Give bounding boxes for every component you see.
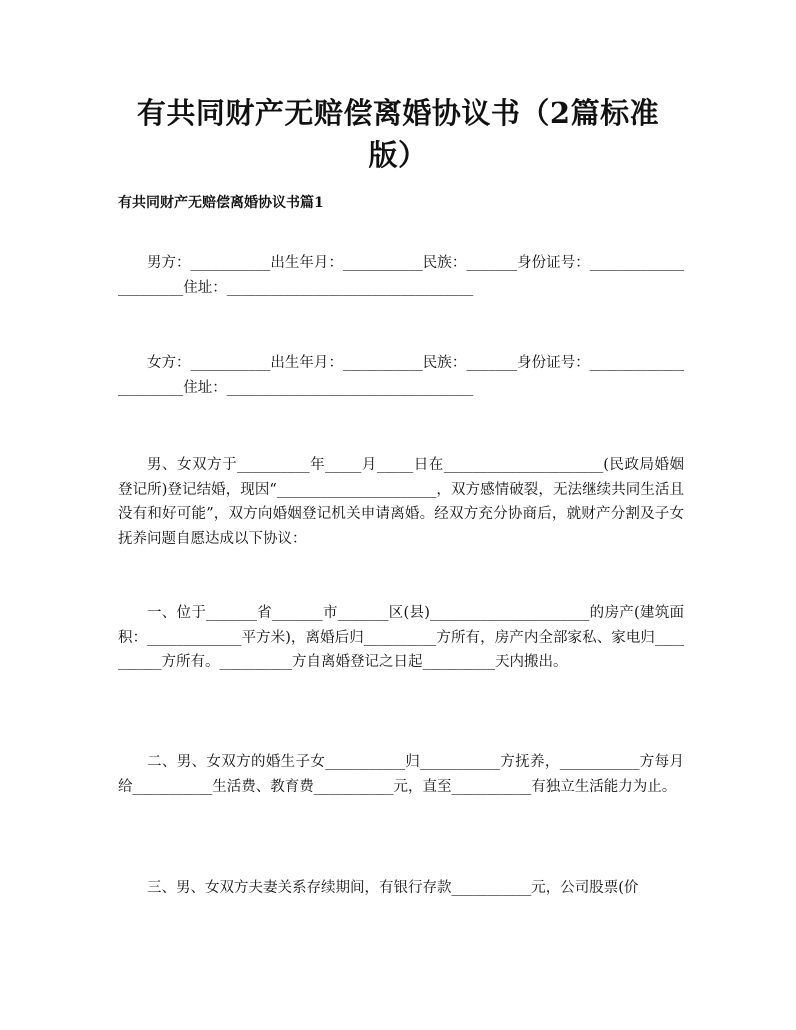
paragraph-clause-1-property: 一、位于_______省_______市_______区(县)______________________的房产(建筑面积：_____________平方米)，离婚后归__________方所有，房产内全部家私、家电归__________方所有。__________方自离婚登记之日起__________天内搬出。 <box>118 605 684 670</box>
document-title: 有共同财产无赔偿离婚协议书（2篇标准版） <box>136 96 660 172</box>
paragraph-clause-3-savings: 三、男、女双方夫妻关系存续期间，有银行存款___________元，公司股票(价 <box>147 880 639 896</box>
section-heading: 有共同财产无赔偿离婚协议书篇1 <box>118 195 324 211</box>
paragraph-female-party: 女方：___________出生年月：___________民族：_______身份证号：______________________住址：__________________________________ <box>118 355 684 396</box>
paragraph-male-party: 男方：___________出生年月：___________民族：_______身份证号：______________________住址：__________________________________ <box>118 255 684 296</box>
paragraph-clause-2-children: 二、男、女双方的婚生子女___________归___________方抚养，___________方每月给___________生活费、教育费___________元，直至___________有独立生活能力为止。 <box>118 754 684 795</box>
paragraph-marriage-info: 男、女双方于__________年_____月_____日在______________________(民政局婚姻登记所)登记结婚，现因“______________________，双方感情破裂，无法继续共同生活且没有和好可能”，双方向婚姻登记机关申请离婚。经双方充分协商后，就财产分割及子女抚养问题自愿达成以下协议： <box>118 457 684 547</box>
